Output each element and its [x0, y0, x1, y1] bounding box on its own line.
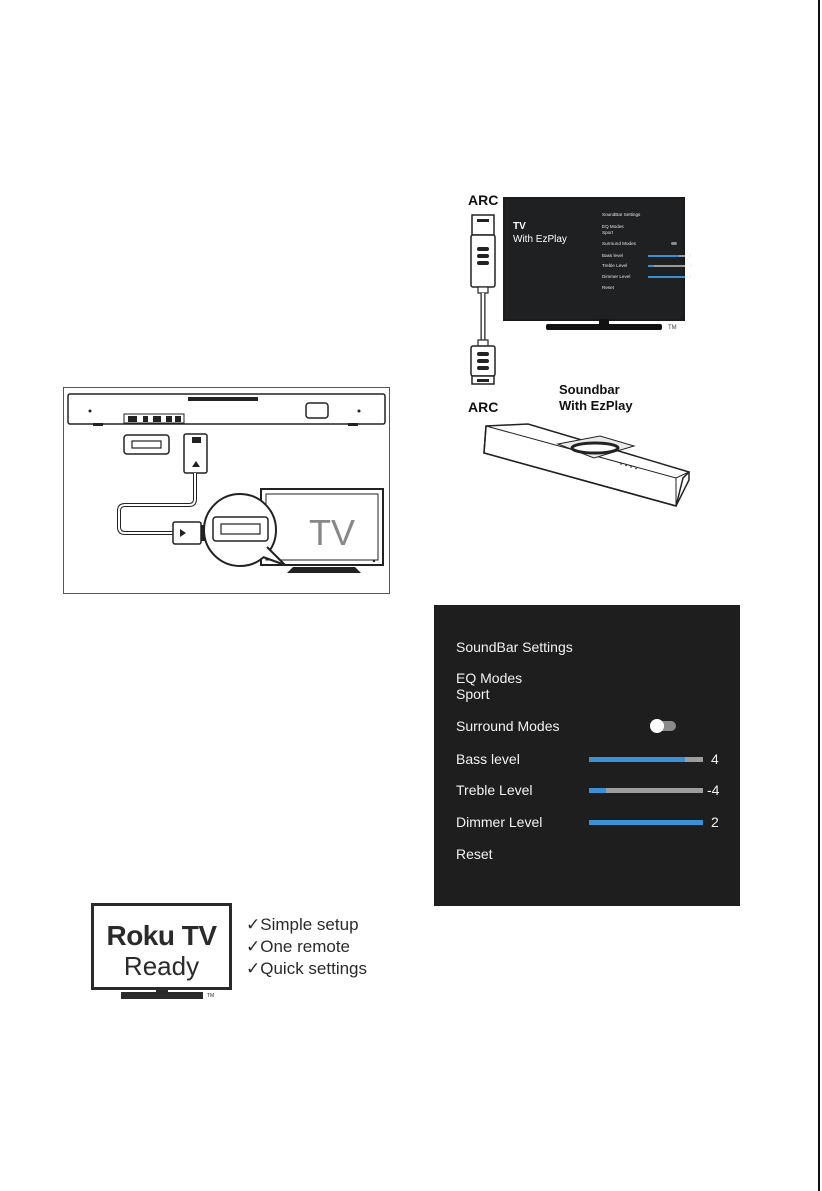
- treble-level-label[interactable]: Treble Level: [456, 782, 533, 798]
- screw-left: [89, 410, 92, 413]
- bass-level-label[interactable]: Bass level: [456, 751, 520, 767]
- soundbar-vent: [188, 397, 258, 401]
- roku-logo-line1: Roku TV: [106, 920, 217, 951]
- mini-bass-value: 4: [689, 253, 692, 258]
- arc-label-bottom: ARC: [468, 399, 499, 415]
- dimmer-level-value: 2: [711, 814, 719, 830]
- mini-treble-label: Treble Level: [602, 263, 628, 268]
- roku-tv-stand: [121, 992, 203, 999]
- mini-eq-label: EQ Modes: [602, 224, 624, 229]
- foot-left: [93, 423, 103, 426]
- hdmi-connection-diagram: [63, 387, 390, 594]
- bass-level-slider[interactable]: [589, 757, 703, 762]
- soundbar-illustration: [476, 420, 696, 520]
- mini-surround-label: Surround Modes: [602, 241, 636, 246]
- arc-label-top: ARC: [468, 192, 499, 208]
- roku-logo-line2: Ready: [123, 951, 200, 981]
- feature-one-remote: ✓One remote: [246, 937, 351, 956]
- page-edge-line: [818, 0, 820, 1191]
- mini-eq-value: Sport: [602, 230, 613, 235]
- tv-label: TV: [308, 512, 356, 553]
- soundbar-subtitle: With EzPlay: [559, 398, 633, 413]
- soundbar-with-ezplay-label: [559, 382, 633, 414]
- surround-modes-label[interactable]: Surround Modes: [456, 718, 560, 734]
- tv-title: TV: [513, 221, 526, 232]
- port-3: [153, 416, 161, 422]
- mini-dimmer-bar: [648, 276, 685, 278]
- settings-title: SoundBar Settings: [456, 639, 573, 655]
- soundbar-title: Soundbar: [559, 382, 620, 397]
- subwoofer-port: [306, 403, 328, 418]
- treble-level-value: -4: [707, 782, 720, 798]
- hdmi-plug-side: [173, 522, 201, 544]
- bass-level-value: 4: [711, 751, 719, 767]
- mini-reset-label: Reset: [602, 285, 615, 290]
- mini-bass-label: Bass level: [602, 253, 623, 258]
- port-1: [128, 416, 137, 422]
- foot-right: [348, 423, 358, 426]
- mini-dimmer-label: Dimmer Level: [602, 274, 631, 279]
- mini-treble-value: -4: [688, 263, 693, 268]
- dimmer-level-label[interactable]: Dimmer Level: [456, 814, 543, 830]
- eq-modes-value: Sport: [456, 686, 490, 702]
- tv-screen: [505, 199, 683, 319]
- dimmer-level-slider[interactable]: [589, 820, 703, 825]
- mini-dimmer-value: 2: [689, 274, 692, 279]
- mini-title: SoundBar Settings: [602, 212, 641, 217]
- tv-trademark: TM: [668, 325, 677, 331]
- port-4: [166, 416, 172, 422]
- surround-toggle[interactable]: [652, 721, 676, 731]
- tv-stand: [546, 324, 662, 330]
- tv-subtitle: With EzPlay: [513, 234, 567, 245]
- mini-treble-bar: [648, 265, 685, 267]
- mini-surround-toggle: [671, 242, 677, 245]
- port-2: [143, 416, 148, 422]
- soundbar-settings-panel: [434, 605, 740, 906]
- roku-trademark: TM: [207, 993, 215, 999]
- tv-stand: [287, 567, 361, 573]
- mini-bass-bar: [648, 255, 685, 257]
- port-5: [175, 416, 181, 422]
- reset-label[interactable]: Reset: [456, 846, 493, 862]
- roku-tv-ready-logo: [91, 903, 232, 990]
- tv-with-ezplay-label: [513, 220, 567, 246]
- feature-quick-settings: ✓Quick settings: [246, 959, 368, 978]
- eq-modes-label[interactable]: EQ Modes: [456, 670, 523, 686]
- treble-level-slider[interactable]: [589, 788, 703, 793]
- feature-simple-setup: ✓Simple setup: [246, 915, 359, 934]
- screw-right: [358, 410, 361, 413]
- roku-feature-list: [246, 914, 367, 980]
- arc-hdmi-cable: [468, 212, 500, 398]
